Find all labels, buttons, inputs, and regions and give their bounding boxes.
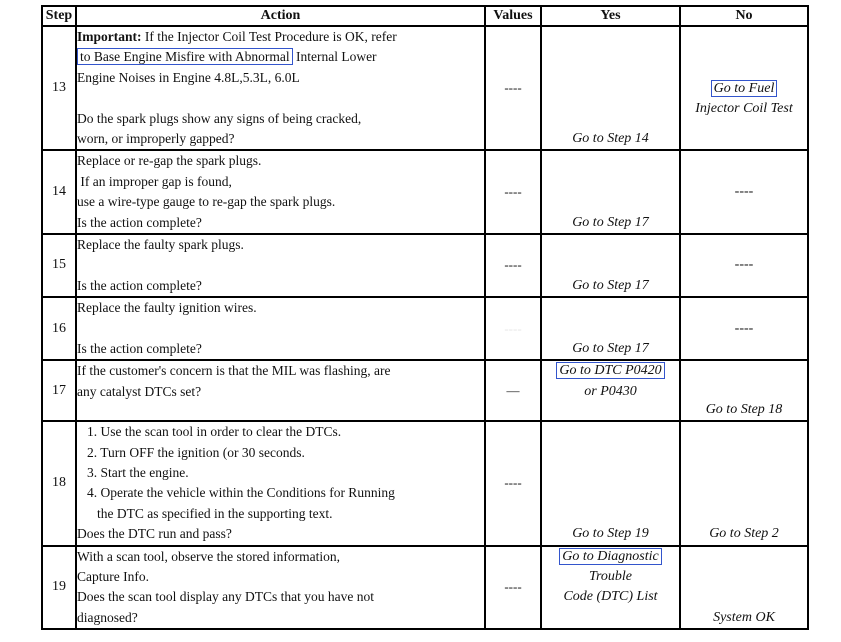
action-line: any catalyst DTCs set? — [77, 383, 202, 399]
table-row — [42, 26, 808, 150]
action-line: Capture Info. — [77, 568, 149, 584]
action-line: worn, or improperly gapped? — [77, 130, 235, 146]
diagnostic-table — [41, 5, 809, 630]
step-number: 17 — [42, 360, 76, 421]
diagnostic-page — [41, 5, 809, 630]
no-line — [681, 79, 807, 99]
action-line: 4. Operate the vehicle within the Conditions for Running — [87, 485, 395, 501]
action-line: With a scan tool, observe the stored information, — [77, 548, 341, 564]
action-line: Does the DTC run and pass? — [77, 526, 232, 542]
action-line: diagnosed? — [77, 609, 138, 625]
values-cell: ---- — [485, 234, 541, 297]
no-cell — [680, 546, 808, 630]
step-number: 15 — [42, 234, 76, 297]
action-line: Is the action complete? — [77, 214, 202, 230]
line-gap — [77, 318, 484, 338]
no-cell — [680, 26, 808, 150]
step-number: 16 — [42, 297, 76, 360]
table-row — [42, 297, 808, 360]
action-line: Do the spark plugs show any signs of being cracked, — [77, 110, 362, 126]
step-header: Step — [42, 6, 76, 26]
yes-text: Go to Step 17 — [572, 214, 649, 230]
no-cell — [680, 421, 808, 545]
action-cell — [76, 421, 485, 545]
yes-cell — [541, 421, 680, 545]
action-line: 2. Turn OFF the ignition (or 30 seconds. — [87, 444, 305, 460]
no-text: Go to Step 18 — [705, 401, 783, 417]
action-line: 1. Use the scan tool in order to clear the DTCs. — [87, 424, 342, 440]
values-cell: ---- — [485, 546, 541, 630]
action-line: the DTC as specified in the supporting text. — [97, 505, 333, 521]
no-header: No — [680, 6, 808, 26]
header-row — [42, 6, 808, 26]
no-text: System OK — [713, 609, 775, 625]
values-cell: ---- — [485, 26, 541, 150]
step-number: 14 — [42, 150, 76, 234]
line-gap — [77, 88, 484, 108]
action-cell — [76, 26, 485, 150]
yes-line — [542, 547, 679, 567]
no-cell: ---- — [680, 297, 808, 360]
important-label: Important: — [77, 29, 142, 44]
step-number: 18 — [42, 421, 76, 545]
yes-text: Go to Step 17 — [572, 340, 649, 356]
step-number: 13 — [42, 26, 76, 150]
yes-text: or P0430 — [584, 383, 637, 399]
values-cell: — — [485, 360, 541, 421]
yes-text: Code (DTC) List — [563, 589, 658, 605]
action-line: Is the action complete? — [77, 340, 202, 356]
yes-text: Trouble — [588, 568, 633, 584]
action-line: Replace or re-gap the spark plugs. — [77, 153, 262, 169]
action-header: Action — [76, 6, 485, 26]
action-cell — [76, 360, 485, 421]
values-text: ---- — [504, 320, 522, 336]
important-text: If the Injector Coil Test Procedure is OK, refer — [141, 29, 397, 44]
action-line: Does the scan tool display any DTCs that you have not — [77, 589, 374, 605]
action-line: Replace the faulty ignition wires. — [77, 300, 257, 316]
yes-cell — [541, 360, 680, 421]
table-row — [42, 234, 808, 297]
yes-text: Go to Step 14 — [572, 130, 649, 146]
action-cell — [76, 297, 485, 360]
table-row — [42, 421, 808, 545]
dtc-p0420-link[interactable]: Go to DTC P0420 — [556, 362, 664, 379]
yes-cell — [541, 234, 680, 297]
yes-text: Go to Step 17 — [572, 277, 649, 293]
values-cell — [485, 297, 541, 360]
yes-header: Yes — [541, 6, 680, 26]
yes-cell — [541, 546, 680, 630]
table-row — [42, 360, 808, 421]
action-cell — [76, 150, 485, 234]
action-line: use a wire-type gauge to re-gap the spark plugs. — [77, 194, 336, 210]
action-line: Engine Noises in Engine 4.8L,5.3L, 6.0L — [77, 69, 300, 85]
action-line: If an improper gap is found, — [77, 173, 232, 189]
action-cell — [76, 546, 485, 630]
yes-text: Go to Step 19 — [572, 526, 649, 542]
link-trailing-text: Internal Lower — [292, 49, 377, 65]
diagnostic-trouble-code-link[interactable]: Go to Diagnostic — [559, 548, 661, 565]
line-gap — [77, 255, 484, 275]
values-cell: ---- — [485, 421, 541, 545]
action-cell — [76, 234, 485, 297]
values-header: Values — [485, 6, 541, 26]
values-cell: ---- — [485, 150, 541, 234]
base-engine-misfire-link[interactable]: to Base Engine Misfire with Abnormal — [77, 48, 293, 65]
no-text: Injector Coil Test — [695, 101, 793, 117]
step-number: 19 — [42, 546, 76, 630]
action-line — [77, 47, 484, 67]
no-cell: ---- — [680, 150, 808, 234]
action-line: If the customer's concern is that the MIL was flashing, are — [77, 363, 391, 379]
yes-cell — [541, 26, 680, 150]
no-cell — [680, 360, 808, 421]
action-line: Replace the faulty spark plugs. — [77, 236, 244, 252]
action-line: Is the action complete? — [77, 277, 202, 293]
action-line: 3. Start the engine. — [87, 465, 189, 481]
fuel-injector-link[interactable]: Go to Fuel — [711, 80, 778, 97]
yes-line — [542, 361, 679, 381]
no-text: Go to Step 2 — [709, 526, 779, 542]
table-row — [42, 546, 808, 630]
yes-cell — [541, 150, 680, 234]
yes-cell — [541, 297, 680, 360]
table-row — [42, 150, 808, 234]
no-cell: ---- — [680, 234, 808, 297]
action-line — [77, 27, 484, 47]
